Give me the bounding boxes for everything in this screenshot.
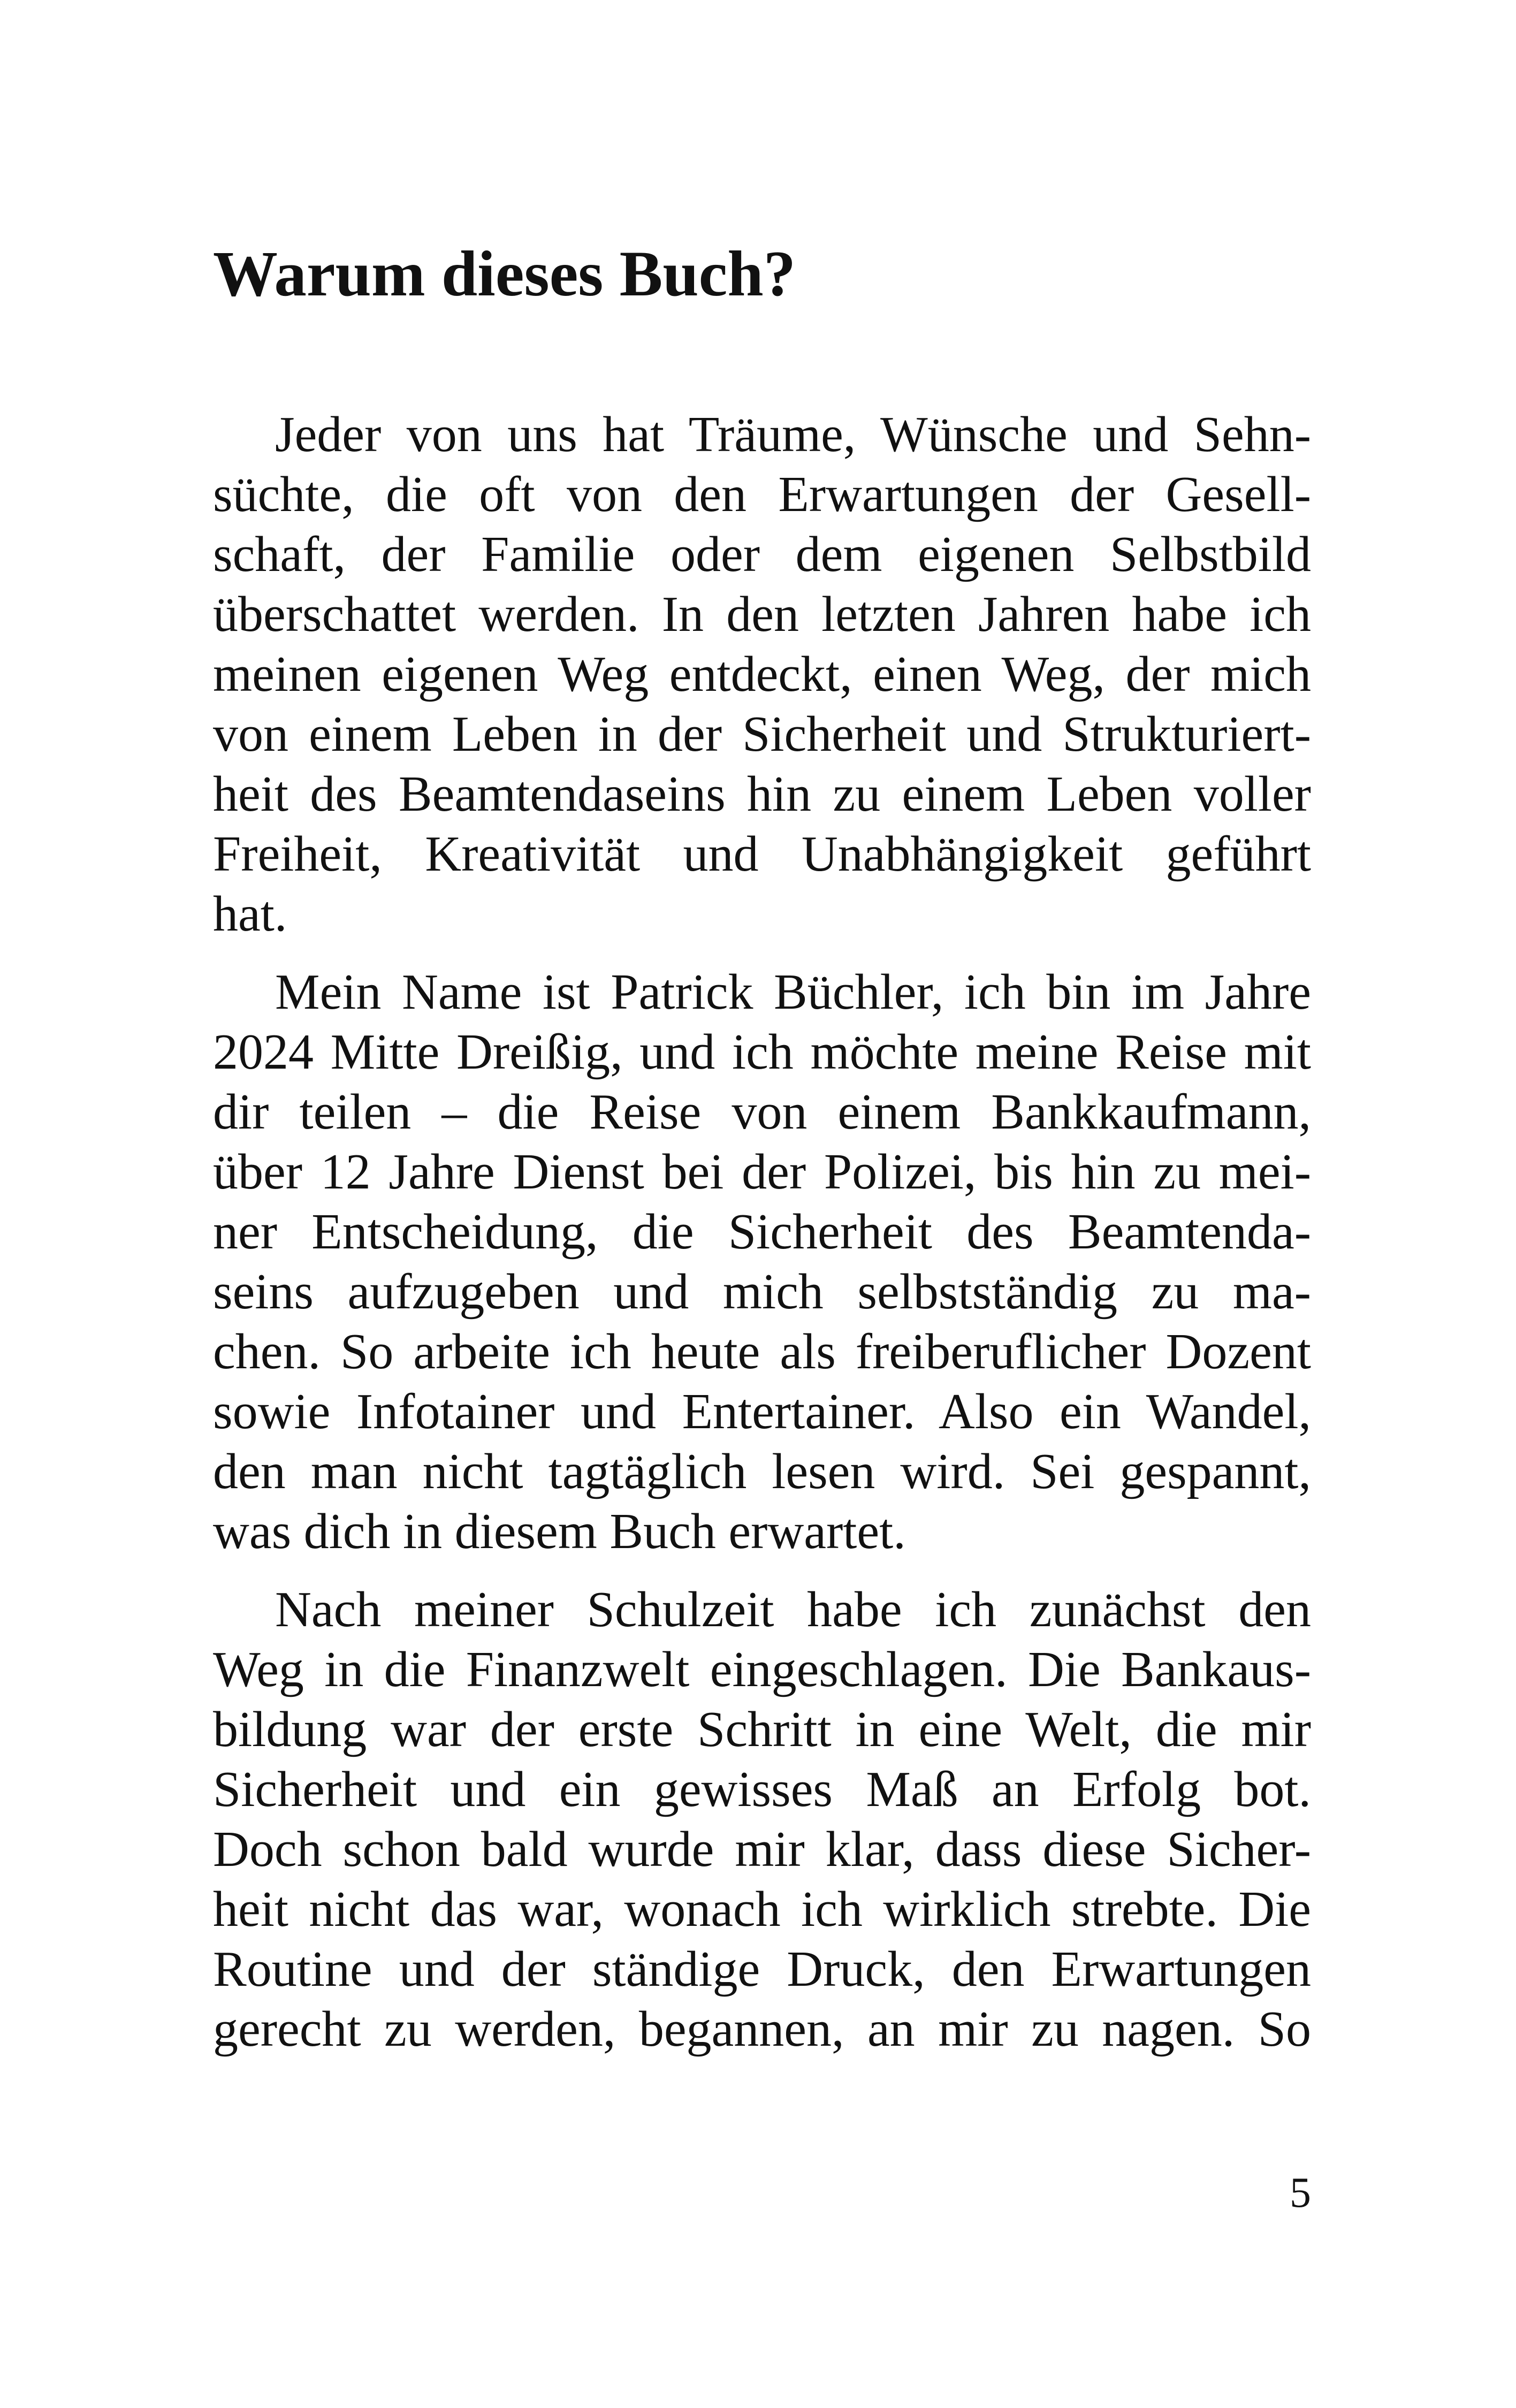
text-line: Jeder von uns hat Träume, Wünsche und Sehn- [275,407,1311,462]
text-line: sowie Infotainer und Entertainer. Also ein Wandel, [213,1384,1311,1439]
text-line: heit des Beamtendaseins hin zu einem Leben voller [213,766,1311,822]
text-line: ner Entscheidung, die Sicherheit des Beamtenda- [213,1204,1311,1260]
text-line: Sicherheit und ein gewisses Maß an Erfolg bot. [213,1762,1311,1817]
text-line: dir teilen – die Reise von einem Bankkaufmann, [213,1084,1311,1140]
text-line: schaft, der Familie oder dem eigenen Selbstbild [213,527,1311,582]
chapter-title: Warum dieses Buch? [213,238,796,310]
text-line: bildung war der erste Schritt in eine Welt, die mir [213,1702,1311,1757]
text-line: von einem Leben in der Sicherheit und Strukturiert- [213,706,1311,762]
text-line: den man nicht tagtäglich lesen wird. Sei gespannt, [213,1444,1311,1499]
text-line: süchte, die oft von den Erwartungen der Gesell- [213,467,1311,522]
text-line: überschattet werden. In den letzten Jahren habe ich [213,586,1311,642]
text-line: Weg in die Finanzwelt eingeschlagen. Die Bankaus- [213,1642,1311,1697]
text-line: gerecht zu werden, begannen, an mir zu nagen. So [213,2001,1311,2057]
text-line: meinen eigenen Weg entdeckt, einen Weg, der mich [213,646,1311,702]
text-line: Freiheit, Kreativität und Unabhängigkeit geführt [213,826,1311,882]
paragraph-1 [213,405,1311,944]
body-text [213,405,1311,2059]
paragraph-3 [213,1580,1311,2059]
text-line: chen. So arbeite ich heute als freiberuflicher Dozent [213,1324,1311,1380]
text-line: Nach meiner Schulzeit habe ich zunächst den [275,1582,1311,1637]
text-line: Routine und der ständige Druck, den Erwartungen [213,1941,1311,1997]
text-line: seins aufzugeben und mich selbstständig zu ma- [213,1264,1311,1320]
text-line: hat. [213,886,287,942]
page-number: 5 [1290,2169,1311,2216]
text-line: was dich in diesem Buch erwartet. [213,1504,906,1559]
text-line: Doch schon bald wurde mir klar, dass diese Sicher- [213,1822,1311,1877]
text-line: heit nicht das war, wonach ich wirklich strebte. Die [213,1881,1311,1937]
text-line: Mein Name ist Patrick Büchler, ich bin im Jahre [275,964,1311,1020]
paragraph-2 [213,962,1311,1561]
text-line: 2024 Mitte Dreißig, und ich möchte meine Reise mit [213,1024,1311,1080]
text-line: über 12 Jahre Dienst bei der Polizei, bis hin zu mei- [213,1144,1311,1200]
